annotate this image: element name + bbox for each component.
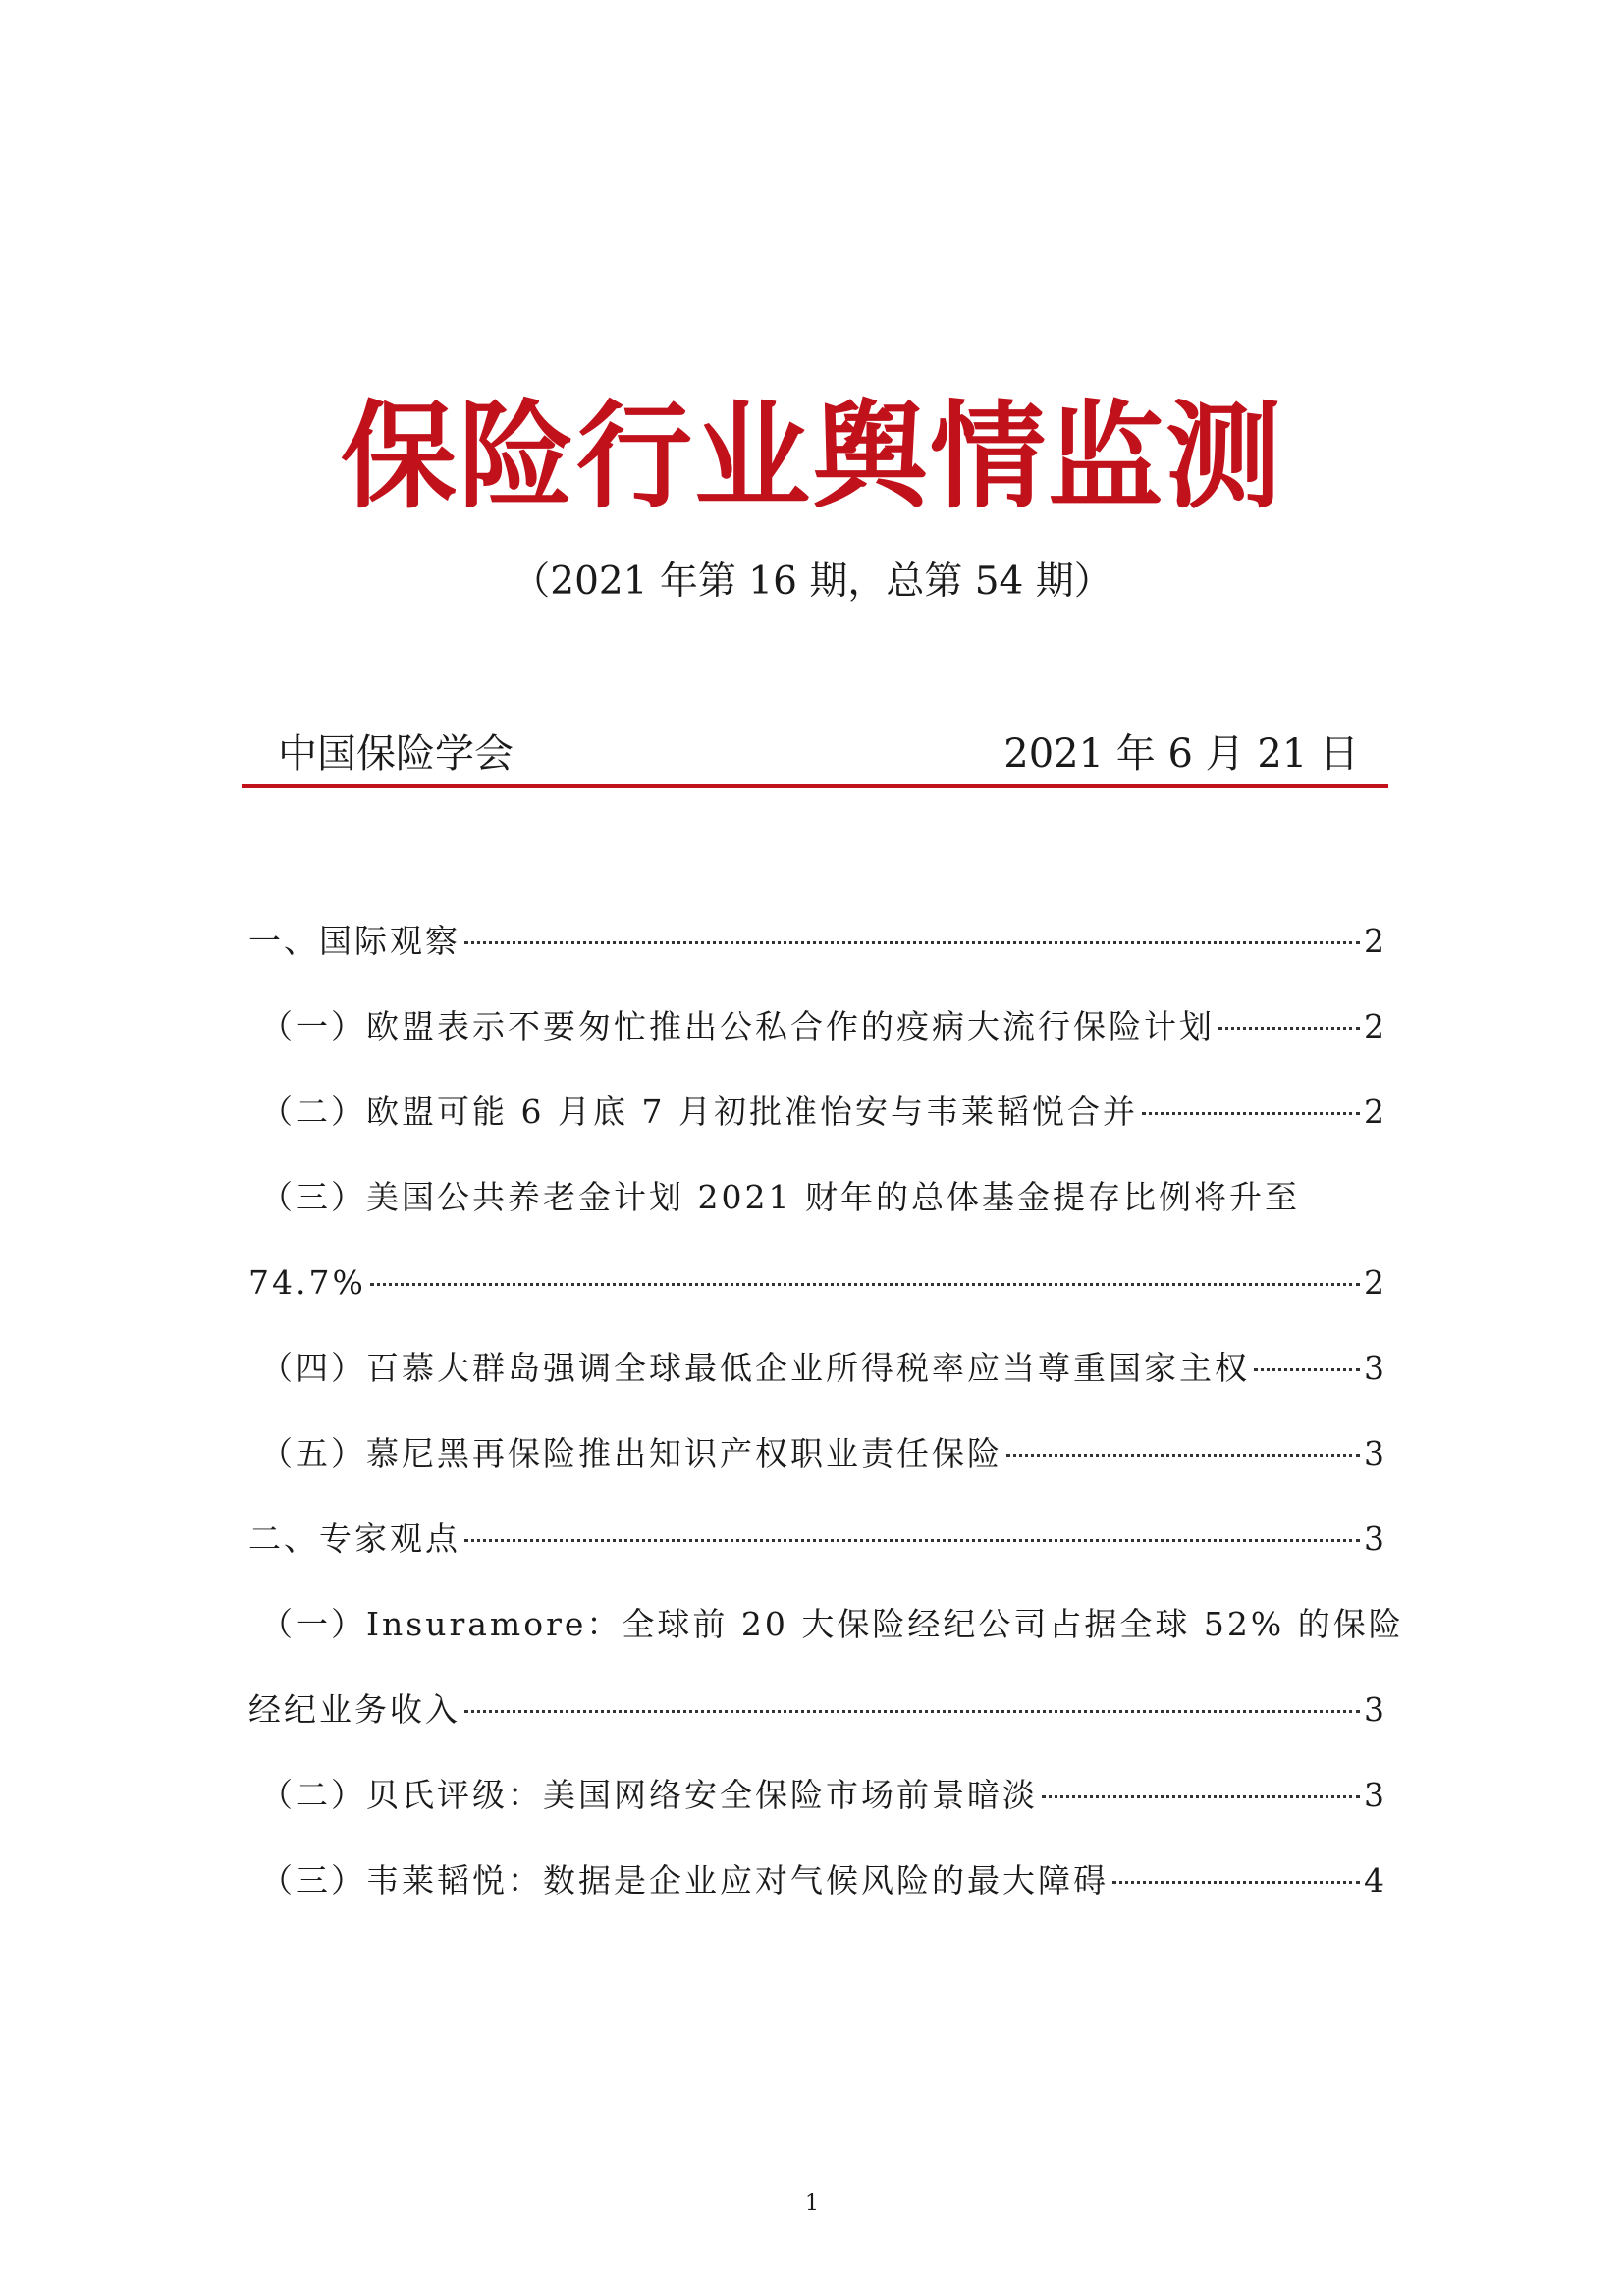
header-rule: [242, 784, 1388, 788]
toc-page-number: 3: [1364, 1690, 1384, 1729]
masthead-title: 保险行业舆情监测: [340, 388, 1283, 524]
toc-page-number: 3: [1364, 1434, 1384, 1472]
toc-entry-title: （三）韦莱韬悦：数据是企业应对气候风险的最大障碍: [260, 1861, 1109, 1899]
toc-page-number: 4: [1364, 1861, 1384, 1899]
toc-leader-dots: [464, 1710, 1360, 1713]
toc-entry-title: （三）美国公共养老金计划 2021 财年的总体基金提存比例将升至: [260, 1178, 1300, 1216]
toc-entry-2-2[interactable]: [248, 1752, 1384, 1838]
toc-entry-title: （二）贝氏评级：美国网络安全保险市场前景暗淡: [260, 1776, 1038, 1814]
toc-entry-1-3[interactable]: [248, 1154, 1384, 1240]
toc-entry-2-3[interactable]: [248, 1838, 1384, 1923]
toc-leader-dots: [464, 941, 1360, 944]
toc-entry-1-2[interactable]: [248, 1069, 1384, 1154]
toc-entry-2-1-continued[interactable]: [248, 1667, 1384, 1752]
toc-leader-dots: [1218, 1027, 1360, 1030]
page-number: 1: [805, 2191, 819, 2216]
toc-leader-dots: [1254, 1368, 1360, 1371]
toc-page-number: 2: [1364, 1093, 1384, 1131]
toc-entry-1-4[interactable]: [248, 1325, 1384, 1411]
issue-number: （2021 年第 16 期，总第 54 期）: [512, 560, 1112, 604]
toc-entry-1-5[interactable]: [248, 1411, 1384, 1496]
toc-page-number: 2: [1364, 1007, 1384, 1045]
toc-entry-title: （一）Insuramore：全球前 20 大保险经纪公司占据全球 52% 的保险: [260, 1605, 1404, 1643]
toc-page-number: 3: [1364, 1776, 1384, 1814]
toc-entry-title: （五）慕尼黑再保险推出知识产权职业责任保险: [260, 1434, 1002, 1472]
toc-entry-section-2[interactable]: [248, 1496, 1384, 1581]
toc-leader-dots: [1006, 1454, 1360, 1457]
toc-leader-dots: [370, 1283, 1360, 1286]
toc-leader-dots: [1042, 1795, 1360, 1798]
toc-entry-2-1[interactable]: [248, 1581, 1404, 1667]
toc-entry-title: （一）欧盟表示不要匆忙推出公私合作的疫病大流行保险计划: [260, 1007, 1215, 1045]
toc-page-number: 2: [1364, 1263, 1384, 1302]
toc-entry-1-1[interactable]: [248, 984, 1384, 1069]
toc-page-number: 2: [1364, 922, 1384, 960]
toc-entry-title: （四）百慕大群岛强调全球最低企业所得税率应当尊重国家主权: [260, 1349, 1250, 1387]
toc-leader-dots: [1112, 1881, 1360, 1884]
toc-entry-title-continuation: 74.7%: [248, 1263, 366, 1302]
toc-entry-title: 二、专家观点: [248, 1520, 460, 1558]
table-of-contents: [248, 898, 1404, 1923]
toc-leader-dots: [1142, 1112, 1360, 1115]
toc-page-number: 3: [1364, 1349, 1384, 1387]
organization-name: 中国保险学会: [278, 731, 514, 776]
issue-date: 2021 年 6 月 21 日: [1003, 731, 1359, 776]
toc-entry-title: （二）欧盟可能 6 月底 7 月初批准怡安与韦莱韬悦合并: [260, 1093, 1138, 1131]
toc-page-number: 3: [1364, 1520, 1384, 1558]
toc-leader-dots: [464, 1539, 1360, 1542]
toc-entry-1-3-continued[interactable]: [248, 1240, 1384, 1325]
toc-entry-section-1[interactable]: [248, 898, 1384, 984]
toc-entry-title: 一、国际观察: [248, 922, 460, 960]
toc-entry-title-continuation: 经纪业务收入: [248, 1690, 460, 1729]
